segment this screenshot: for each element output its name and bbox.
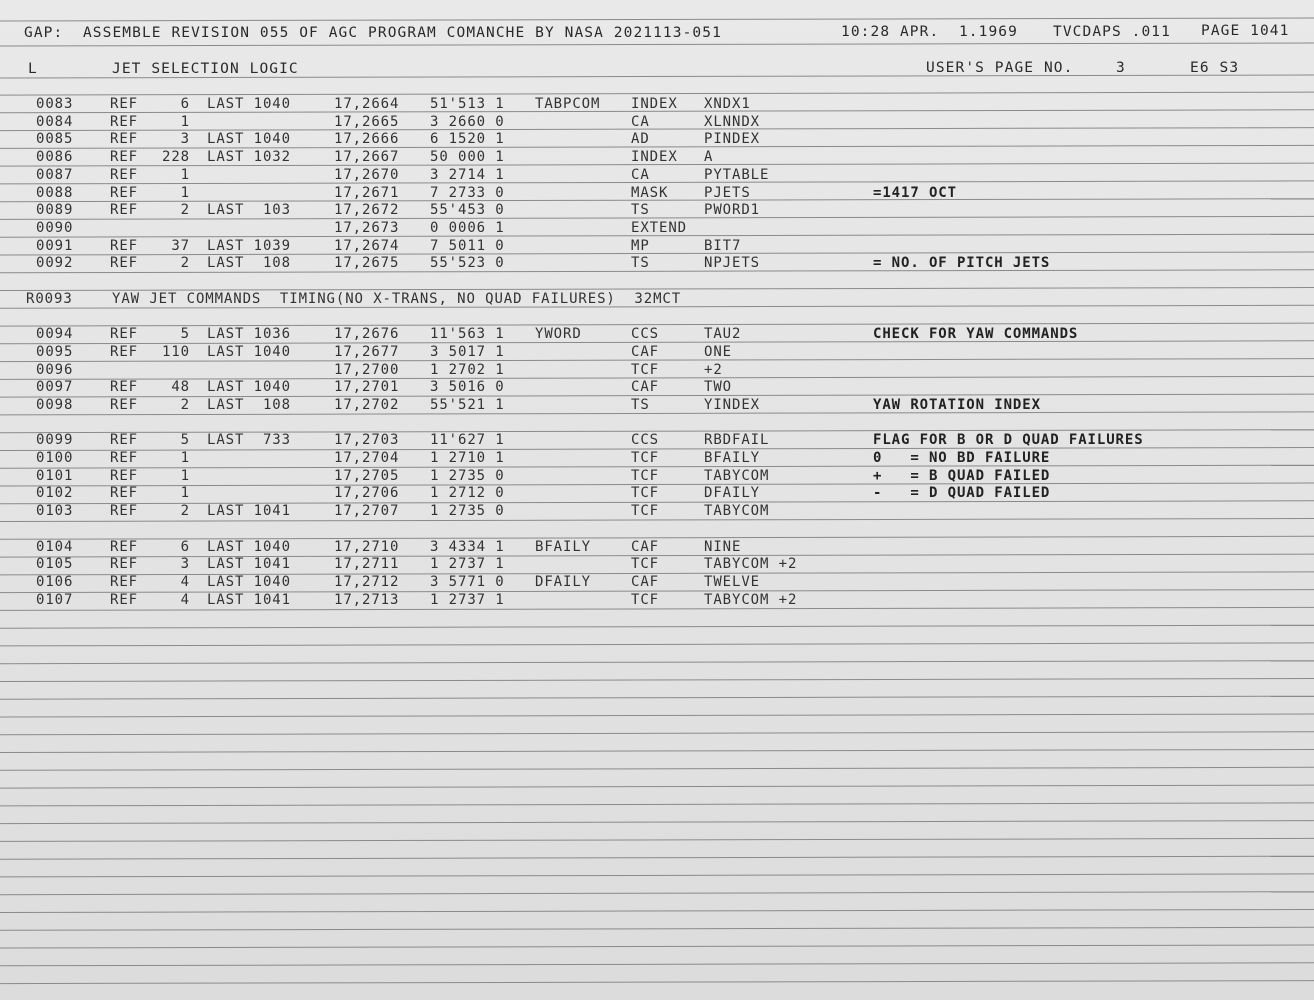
address: 17,2667	[334, 149, 400, 166]
opcode: TS	[631, 255, 650, 272]
seq-number: 0101	[36, 467, 74, 484]
seq-number: 0098	[36, 396, 74, 413]
address: 17,2673	[334, 219, 400, 236]
seq-number: 0090	[36, 219, 74, 236]
octal-word: 3 2714 1	[430, 166, 505, 183]
address: 17,2707	[334, 503, 400, 520]
octal-word: 7 5011 0	[430, 237, 505, 254]
octal-word: 1 2737 1	[430, 556, 505, 573]
operand: BFAILY	[704, 450, 760, 466]
opcode: MASK	[631, 184, 669, 201]
ref-count: 1	[180, 450, 190, 466]
symbol-label: TABPCOM	[535, 96, 601, 112]
octal-word: 51'513 1	[430, 96, 505, 112]
ruled-line	[0, 696, 1314, 699]
subheader-marker: L	[28, 61, 38, 77]
octal-word: 0 0006 1	[430, 219, 505, 236]
symbol-label: BFAILY	[535, 538, 591, 555]
octal-word: 55'521 1	[430, 396, 505, 413]
ref-count: 37	[171, 237, 190, 254]
address: 17,2664	[334, 96, 400, 112]
ref-label: REF	[110, 432, 138, 449]
header-program-id: TVCDAPS .011	[1053, 24, 1171, 40]
ref-count: 2	[180, 503, 190, 520]
opcode: EXTEND	[631, 219, 687, 236]
address: 17,2676	[334, 326, 400, 343]
last-page: LAST 1040	[207, 343, 291, 360]
operand: TAU2	[704, 326, 742, 343]
ruled-line	[0, 838, 1314, 841]
seq-number: 0102	[36, 485, 74, 502]
opcode: CAF	[631, 379, 659, 396]
opcode: TS	[631, 396, 650, 413]
ref-label: REF	[110, 450, 138, 466]
ruled-line	[0, 750, 1314, 753]
ruled-line	[0, 856, 1314, 859]
address: 17,2675	[334, 255, 400, 272]
octal-word: 3 2660 0	[430, 113, 505, 130]
octal-word: 11'627 1	[430, 432, 505, 449]
seq-number: 0092	[36, 255, 74, 272]
opcode: TS	[631, 202, 650, 219]
octal-word: 55'453 0	[430, 202, 505, 219]
address: 17,2701	[334, 379, 400, 396]
ruled-line	[0, 945, 1314, 948]
symbol-label: YWORD	[535, 326, 582, 343]
ref-label: REF	[110, 538, 138, 555]
ref-label: REF	[110, 503, 138, 520]
seq-number: 0089	[36, 202, 74, 219]
ruled-line	[0, 607, 1314, 610]
ref-label: REF	[110, 202, 138, 219]
operand: BIT7	[704, 237, 742, 254]
last-page: LAST 103	[207, 202, 291, 219]
octal-word: 55'523 0	[430, 255, 505, 272]
address: 17,2671	[334, 184, 400, 201]
seq-number: 0088	[36, 184, 74, 201]
ref-label: REF	[110, 379, 138, 396]
seq-number: 0099	[36, 432, 74, 449]
comment: 0 = NO BD FAILURE	[873, 450, 1051, 466]
operand: ONE	[704, 343, 732, 360]
operand: +2	[704, 361, 723, 378]
comment: = NO. OF PITCH JETS	[873, 255, 1051, 272]
ruled-line	[0, 412, 1314, 415]
seq-number: 0084	[36, 113, 74, 130]
octal-word: 7 2733 0	[430, 184, 505, 201]
comment: YAW ROTATION INDEX	[873, 396, 1041, 413]
seq-number: 0085	[36, 131, 74, 148]
ref-label: REF	[110, 591, 138, 608]
ref-count: 2	[180, 202, 190, 219]
ref-label: REF	[110, 485, 138, 502]
octal-word: 1 2735 0	[430, 503, 505, 520]
octal-word: 3 4334 1	[430, 538, 505, 555]
opcode: TCF	[631, 485, 659, 502]
operand: TABYCOM	[704, 503, 770, 520]
ruled-line	[0, 892, 1314, 895]
last-page: LAST 1041	[207, 591, 291, 608]
opcode: INDEX	[631, 96, 678, 112]
operand: RBDFAIL	[704, 432, 770, 449]
seq-number: 0103	[36, 503, 74, 520]
address: 17,2666	[334, 131, 400, 148]
opcode: CCS	[631, 326, 659, 343]
ruled-line	[0, 767, 1314, 770]
comment: - = D QUAD FAILED	[873, 485, 1051, 502]
opcode: CAF	[631, 343, 659, 360]
operand: XLNNDX	[704, 113, 760, 130]
ref-label: REF	[110, 573, 138, 590]
operand: TABYCOM +2	[704, 591, 798, 608]
opcode: TCF	[631, 591, 659, 608]
seq-number: 0087	[36, 166, 74, 183]
opcode: TCF	[631, 467, 659, 484]
ruled-line	[0, 43, 1314, 46]
ref-label: REF	[110, 556, 138, 573]
ruled-line	[0, 181, 1314, 184]
header-page-number: PAGE 1041	[1201, 23, 1290, 39]
seq-number: 0091	[36, 237, 74, 254]
seq-number: 0096	[36, 361, 74, 378]
section-title: JET SELECTION LOGIC	[112, 61, 299, 77]
octal-word: 11'563 1	[430, 326, 505, 343]
ref-label: REF	[110, 396, 138, 413]
address: 17,2705	[334, 467, 400, 484]
operand: TABYCOM +2	[704, 556, 798, 573]
octal-word: 1 2712 0	[430, 485, 505, 502]
ruled-line	[0, 785, 1314, 788]
last-page: LAST 733	[207, 432, 291, 449]
address: 17,2702	[334, 396, 400, 413]
symbol-label: DFAILY	[535, 573, 591, 590]
ruled-line	[0, 625, 1314, 628]
operand: YINDEX	[704, 396, 760, 413]
seq-number: 0083	[36, 96, 74, 112]
comment: + = B QUAD FAILED	[873, 467, 1051, 484]
ref-count: 4	[180, 591, 190, 608]
last-page: LAST 1041	[207, 503, 291, 520]
ref-count: 228	[162, 149, 190, 166]
header-title: GAP: ASSEMBLE REVISION 055 OF AGC PROGRAM COMANCHE BY NASA 2021113-051	[24, 25, 722, 41]
last-page: LAST 1040	[207, 131, 291, 148]
ref-label: REF	[110, 343, 138, 360]
address: 17,2712	[334, 573, 400, 590]
ref-label: REF	[110, 166, 138, 183]
ruled-line	[0, 732, 1314, 735]
address: 17,2713	[334, 591, 400, 608]
opcode: TCF	[631, 361, 659, 378]
ruled-line	[0, 128, 1314, 131]
last-page: LAST 1040	[207, 573, 291, 590]
ref-count: 6	[180, 538, 190, 555]
comment: CHECK FOR YAW COMMANDS	[873, 326, 1079, 343]
operand: PINDEX	[704, 131, 760, 148]
ruled-line	[0, 803, 1314, 806]
seq-number: 0107	[36, 591, 74, 608]
ruled-line	[0, 270, 1314, 273]
seq-number: 0097	[36, 379, 74, 396]
ref-count: 1	[180, 166, 190, 183]
header-timestamp: 10:28 APR. 1.1969	[841, 24, 1018, 40]
users-page-label: USER'S PAGE NO.	[926, 60, 1074, 76]
last-page: LAST 108	[207, 255, 291, 272]
operand: PWORD1	[704, 202, 760, 219]
opcode: CAF	[631, 538, 659, 555]
ruled-line	[0, 252, 1314, 255]
sheet-code: E6 S3	[1190, 60, 1240, 76]
ref-count: 5	[180, 432, 190, 449]
ruled-line	[0, 145, 1314, 148]
octal-word: 1 2702 1	[430, 361, 505, 378]
ruled-line	[0, 910, 1314, 913]
ruled-line	[0, 92, 1314, 95]
ref-count: 2	[180, 255, 190, 272]
ref-count: 1	[180, 467, 190, 484]
ref-label: REF	[110, 255, 138, 272]
ref-count: 3	[180, 131, 190, 148]
opcode: TCF	[631, 503, 659, 520]
seq-number: 0106	[36, 573, 74, 590]
address: 17,2711	[334, 556, 400, 573]
address: 17,2665	[334, 113, 400, 130]
opcode: INDEX	[631, 149, 678, 166]
address: 17,2672	[334, 202, 400, 219]
ref-count: 6	[180, 96, 190, 112]
ref-count: 110	[162, 343, 190, 360]
ref-count: 1	[180, 113, 190, 130]
last-page: LAST 1041	[207, 556, 291, 573]
operand: NINE	[704, 538, 742, 555]
last-page: LAST 1040	[207, 538, 291, 555]
ref-label: REF	[110, 467, 138, 484]
ref-label: REF	[110, 113, 138, 130]
address: 17,2704	[334, 450, 400, 466]
ref-label: REF	[110, 131, 138, 148]
seq-number: 0105	[36, 556, 74, 573]
operand: XNDX1	[704, 96, 751, 112]
octal-word: 1 2737 1	[430, 591, 505, 608]
octal-word: 1 2735 0	[430, 467, 505, 484]
ruled-line	[0, 643, 1314, 646]
last-page: LAST 108	[207, 396, 291, 413]
ref-label: REF	[110, 237, 138, 254]
seq-number: 0095	[36, 343, 74, 360]
operand: TWO	[704, 379, 732, 396]
address: 17,2677	[334, 343, 400, 360]
seq-number: 0100	[36, 450, 74, 466]
address: 17,2674	[334, 237, 400, 254]
operand: TWELVE	[704, 573, 760, 590]
ref-label: REF	[110, 184, 138, 201]
address: 17,2670	[334, 166, 400, 183]
operand: PYTABLE	[704, 166, 770, 183]
comment: FLAG FOR B OR D QUAD FAILURES	[873, 432, 1144, 449]
address: 17,2703	[334, 432, 400, 449]
ruled-line	[0, 963, 1314, 966]
opcode: AD	[631, 131, 650, 148]
ruled-line	[0, 927, 1314, 930]
seq-number: 0094	[36, 326, 74, 343]
ref-count: 5	[180, 326, 190, 343]
ruled-line	[0, 874, 1314, 877]
ref-count: 48	[171, 379, 190, 396]
comment: =1417 OCT	[873, 184, 957, 201]
opcode: TCF	[631, 450, 659, 466]
address: 17,2706	[334, 485, 400, 502]
seq-number: 0086	[36, 149, 74, 166]
ref-label: REF	[110, 96, 138, 112]
users-page-number: 3	[1116, 60, 1126, 76]
operand: TABYCOM	[704, 467, 770, 484]
ruled-line	[0, 714, 1314, 717]
operand: PJETS	[704, 184, 751, 201]
remark-seq: R0093	[26, 290, 73, 307]
ref-label: REF	[110, 326, 138, 343]
remark-text: YAW JET COMMANDS TIMING(NO X-TRANS, NO QUAD FAILURES) 32MCT	[112, 290, 682, 307]
address: 17,2710	[334, 538, 400, 555]
last-page: LAST 1039	[207, 237, 291, 254]
opcode: CA	[631, 166, 650, 183]
operand: DFAILY	[704, 485, 760, 502]
ref-count: 3	[180, 556, 190, 573]
ruled-line	[0, 18, 1314, 21]
ref-count: 4	[180, 573, 190, 590]
opcode: MP	[631, 237, 650, 254]
last-page: LAST 1036	[207, 326, 291, 343]
octal-word: 1 2710 1	[430, 450, 505, 466]
ruled-line	[0, 821, 1314, 824]
ruled-line	[0, 661, 1314, 664]
ref-count: 1	[180, 184, 190, 201]
opcode: CAF	[631, 573, 659, 590]
ref-count: 2	[180, 396, 190, 413]
octal-word: 3 5017 1	[430, 343, 505, 360]
address: 17,2700	[334, 361, 400, 378]
ruled-line	[0, 679, 1314, 682]
opcode: CCS	[631, 432, 659, 449]
octal-word: 3 5771 0	[430, 573, 505, 590]
operand: A	[704, 149, 714, 166]
octal-word: 3 5016 0	[430, 379, 505, 396]
ruled-line	[0, 981, 1314, 984]
octal-word: 6 1520 1	[430, 131, 505, 148]
last-page: LAST 1032	[207, 149, 291, 166]
operand: NPJETS	[704, 255, 760, 272]
ref-label: REF	[110, 149, 138, 166]
opcode: CA	[631, 113, 650, 130]
octal-word: 50 000 1	[430, 149, 505, 166]
last-page: LAST 1040	[207, 96, 291, 112]
last-page: LAST 1040	[207, 379, 291, 396]
ref-count: 1	[180, 485, 190, 502]
opcode: TCF	[631, 556, 659, 573]
seq-number: 0104	[36, 538, 74, 555]
